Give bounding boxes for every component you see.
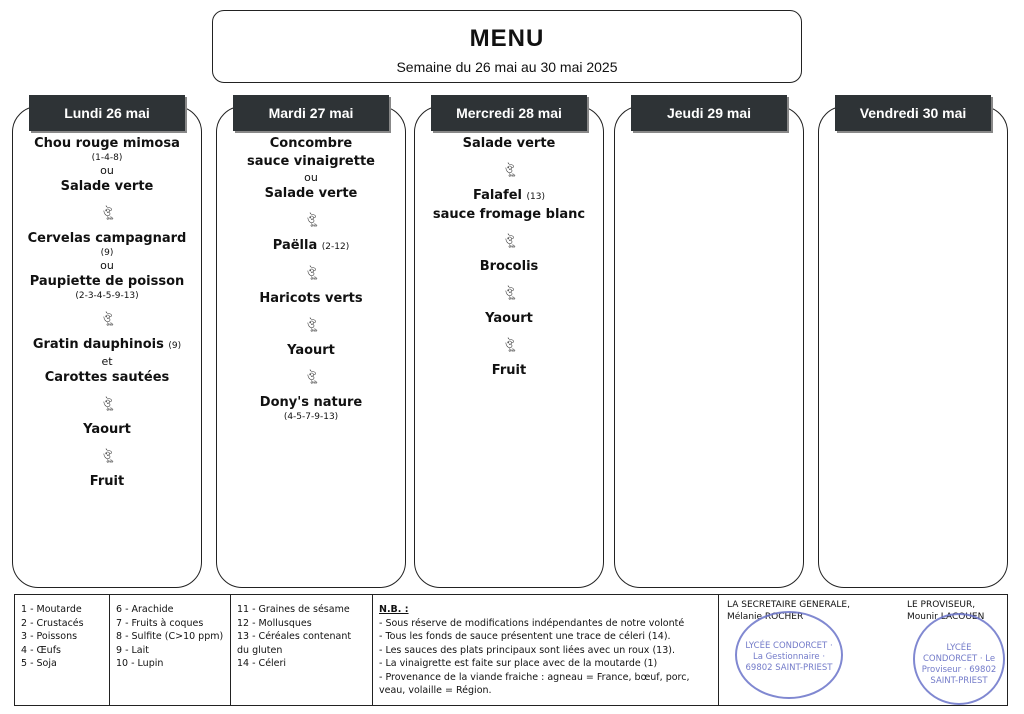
- dish-name: Paëlla: [272, 238, 318, 253]
- dish-name: sauce vinaigrette: [246, 154, 375, 169]
- dish-allergens: (4-5-7-9-13): [283, 412, 339, 422]
- ornament-separator-icon: ঔৣ: [102, 449, 112, 462]
- secretary-title: LA SECRETAIRE GENERALE,: [727, 600, 850, 610]
- allergen-item: 5 - Soja: [21, 658, 57, 669]
- dish-name: Salade verte: [462, 136, 556, 151]
- notes-column: [373, 595, 718, 705]
- day-column-mercredi: [414, 106, 604, 588]
- allergen-item: 3 - Poissons: [21, 631, 78, 642]
- principal-title: LE PROVISEUR,: [907, 600, 976, 610]
- dish-name: Chou rouge mimosa: [34, 136, 180, 151]
- day-items: [217, 135, 405, 423]
- ornament-separator-icon: ঔৣ: [306, 213, 316, 226]
- dish-name: Carottes sautées: [44, 370, 170, 385]
- allergen-item: 7 - Fruits à coques: [116, 617, 204, 629]
- dish-allergens: (13): [526, 192, 546, 202]
- menu-dish: [415, 187, 603, 206]
- dish-allergens: (2-3-4-5-9-13): [75, 291, 139, 301]
- menu-dish: [217, 237, 405, 256]
- menu-dish: [13, 135, 201, 153]
- day-header: Mardi 27 mai: [233, 95, 389, 131]
- note-line: - Les sauces des plats principaux sont liées avec un roux (13).: [379, 644, 675, 656]
- notes-divider: [718, 595, 719, 705]
- menu-dish: [217, 290, 405, 308]
- allergen-item: 4 - Œufs: [21, 644, 61, 656]
- dish-name: Yaourt: [485, 311, 533, 326]
- day-column-vendredi: [818, 106, 1008, 588]
- note-line: - Provenance de la viande fraiche : agneau = France, bœuf, porc, veau, volaille = Région.: [379, 671, 690, 696]
- allergens-column-1: [15, 595, 110, 705]
- dish-name: Falafel: [472, 188, 523, 203]
- ornament-separator-icon: ঔৣ: [306, 318, 316, 331]
- menu-conjunction: ou: [304, 171, 318, 184]
- menu-dish: [217, 394, 405, 412]
- allergen-item: 14 - Céleri: [237, 658, 287, 669]
- allergen-item: 6 - Arachide: [116, 604, 174, 615]
- menu-dish: [415, 258, 603, 276]
- ornament-separator-icon: ঔৣ: [504, 234, 514, 247]
- dish-name: Gratin dauphinois: [32, 337, 164, 352]
- ornament-separator-icon: ঔৣ: [504, 338, 514, 351]
- ornament-separator-icon: ঔৣ: [306, 266, 316, 279]
- day-column-lundi: [12, 106, 202, 588]
- allergen-item: 10 - Lupin: [116, 658, 164, 669]
- allergen-item: 8 - Sulfite (C>10 ppm): [116, 631, 224, 642]
- dish-name: Yaourt: [83, 422, 131, 437]
- menu-dish: [217, 185, 405, 203]
- menu-dish: [217, 153, 405, 171]
- menu-dish: [415, 362, 603, 380]
- dish-name: sauce fromage blanc: [432, 207, 586, 222]
- menu-dish: [13, 421, 201, 439]
- ornament-separator-icon: ঔৣ: [504, 286, 514, 299]
- dish-name: Concombre: [269, 136, 353, 151]
- ornament-separator-icon: ঔৣ: [102, 397, 112, 410]
- note-line: - Tous les fonds de sauce présentent une trace de céleri (14).: [379, 631, 671, 642]
- ornament-separator-icon: ঔৣ: [504, 163, 514, 176]
- menu-dish: [217, 342, 405, 360]
- dish-name: Paupiette de poisson: [29, 274, 185, 289]
- allergen-item: 9 - Lait: [116, 644, 149, 656]
- menu-dish: [415, 310, 603, 328]
- dish-allergens: (1-4-8): [91, 153, 123, 163]
- ornament-separator-icon: ঔৣ: [102, 206, 112, 219]
- menu-dish: [415, 135, 603, 153]
- proviseur-stamp-icon: [913, 613, 1005, 705]
- day-items: [13, 135, 201, 491]
- dish-name: Fruit: [491, 363, 527, 378]
- dish-allergens: (2-12): [321, 242, 350, 252]
- principal-name: Mounir LACOUEN: [907, 612, 985, 622]
- ornament-separator-icon: ঔৣ: [102, 312, 112, 325]
- dish-name: Yaourt: [287, 343, 335, 358]
- menu-conjunction: ou: [100, 164, 114, 177]
- dish-name: Fruit: [89, 474, 125, 489]
- day-header: Jeudi 29 mai: [631, 95, 787, 131]
- menu-dish: [13, 369, 201, 387]
- menu-week-subtitle: Semaine du 26 mai au 30 mai 2025: [396, 59, 618, 75]
- note-line: - La vinaigrette est faite sur place avec de la moutarde (1): [379, 658, 658, 669]
- dish-name: Dony's nature: [259, 395, 363, 410]
- menu-title: MENU: [469, 25, 545, 52]
- day-header: Lundi 26 mai: [29, 95, 185, 131]
- day-column-mardi: [216, 106, 406, 588]
- dish-allergens: (9): [100, 248, 114, 258]
- ornament-separator-icon: ঔৣ: [306, 370, 316, 383]
- notes-title: N.B. :: [379, 604, 409, 615]
- dish-name: Salade verte: [264, 186, 358, 201]
- allergen-item: 11 - Graines de sésame: [237, 604, 350, 615]
- day-column-jeudi: [614, 106, 804, 588]
- dish-name: Salade verte: [60, 179, 154, 194]
- stamp-text: LYCÉE CONDORCET · Le Proviseur · 69802 SAINT-PRIEST: [921, 643, 997, 686]
- day-items: [415, 135, 603, 380]
- menu-dish: [13, 473, 201, 491]
- menu-dish: [13, 273, 201, 291]
- allergen-item: 12 - Mollusques: [237, 617, 312, 629]
- menu-conjunction: ou: [100, 259, 114, 272]
- note-line: - Sous réserve de modifications indépendantes de notre volonté: [379, 617, 685, 629]
- allergen-item: 1 - Moutarde: [21, 604, 82, 615]
- dish-name: Cervelas campagnard: [27, 231, 187, 246]
- allergens-column-3: [231, 595, 373, 705]
- footer-legend: [14, 594, 1008, 706]
- secretary-name: Mélanie ROCHER: [727, 612, 804, 622]
- menu-conjunction: et: [101, 355, 113, 368]
- day-header: Mercredi 28 mai: [431, 95, 587, 131]
- dish-name: Brocolis: [479, 259, 539, 274]
- stamp-text: LYCÉE CONDORCET · La Gestionnaire · 69802 SAINT-PRIEST: [745, 641, 833, 673]
- menu-title-box: [212, 10, 802, 83]
- allergen-item: 13 - Céréales contenant du gluten: [237, 631, 352, 656]
- menu-dish: [415, 206, 603, 224]
- menu-dish: [13, 336, 201, 355]
- menu-dish: [217, 135, 405, 153]
- allergens-column-2: [110, 595, 231, 705]
- menu-dish: [13, 178, 201, 196]
- allergen-item: 2 - Crustacés: [21, 617, 84, 629]
- day-header: Vendredi 30 mai: [835, 95, 991, 131]
- gestionnaire-stamp-icon: [735, 611, 843, 699]
- dish-allergens: (9): [168, 341, 182, 351]
- menu-dish: [13, 230, 201, 248]
- dish-name: Haricots verts: [259, 291, 363, 306]
